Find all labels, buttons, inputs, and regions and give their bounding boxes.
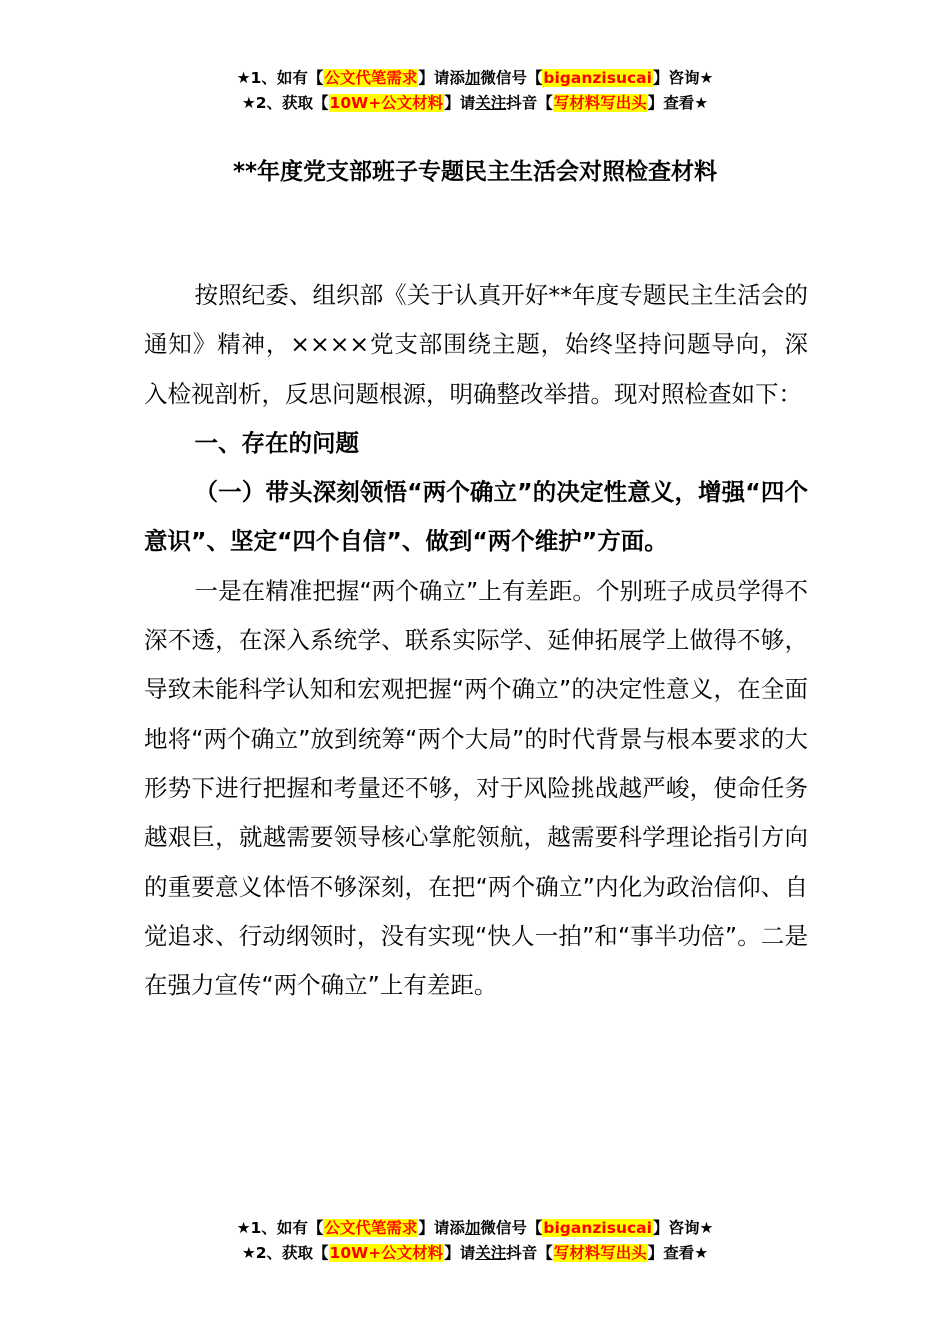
body-paragraph-1: 一是在精准把握“两个确立”上有差距。个别班子成员学得不深不透，在深入系统学、联系实际学、延伸拓展学上做得不够，导致未能科学认知和宏观把握“两个确立”的决定性意义，在全面地将“两个确立”放到统筹“两个大局”的时代背景与根本要求的大形势下进行把握和考量还不够，对于风险挑战越严峻，使命任务越艰巨，就越需要领导核心掌舵领航，越需要科学理论指引方向的重要意义体悟不够深刻，在把“两个确立”内化为政治信仰、自觉追求、行动纲领时，没有实现“快人一拍”和“事半功倍”。二是在强力宣传“两个确立”上有差距。	[144, 576, 808, 1000]
highlight-wechat-id: biganzisucai	[543, 69, 652, 87]
promo-banner-top	[0, 66, 950, 116]
highlight-douyin: 写材料写出头	[553, 94, 647, 112]
highlight-douyin: 写材料写出头	[553, 1244, 647, 1262]
promo-line-1: ★1、如有【公文代笔需求】请添加微信号【biganzisucai】咨询★	[236, 1219, 714, 1237]
highlight-wechat-id: biganzisucai	[543, 1219, 652, 1237]
document-title: **年度党支部班子专题民主生活会对照检查材料	[232, 159, 718, 185]
subsection-heading-1: （一）带头深刻领悟“两个确立”的决定性意义，增强“四个意识”、坚定“四个自信”、做到“两个维护”方面。	[144, 478, 808, 556]
promo-line-2: ★2、获取【10W+公文材料】请关注抖音【写材料写出头】查看★	[241, 1244, 709, 1262]
section-heading-problems: 一、存在的问题	[194, 428, 360, 457]
highlight-materials: 10W+公文材料	[329, 1244, 444, 1262]
promo-line-2: ★2、获取【10W+公文材料】请关注抖音【写材料写出头】查看★	[241, 94, 709, 112]
highlight-materials: 10W+公文材料	[329, 94, 444, 112]
promo-line-1: ★1、如有【公文代笔需求】请添加微信号【biganzisucai】咨询★	[236, 69, 714, 87]
promo-banner-bottom	[0, 1216, 950, 1266]
intro-paragraph: 按照纪委、组织部《关于认真开好**年度专题民主生活会的通知》精神，××××党支部围绕主题，始终坚持问题导向，深入检视剖析，反思问题根源，明确整改举措。现对照检查如下：	[144, 281, 808, 408]
highlight-service: 公文代笔需求	[324, 69, 418, 87]
highlight-service: 公文代笔需求	[324, 1219, 418, 1237]
document-body	[144, 271, 808, 1010]
